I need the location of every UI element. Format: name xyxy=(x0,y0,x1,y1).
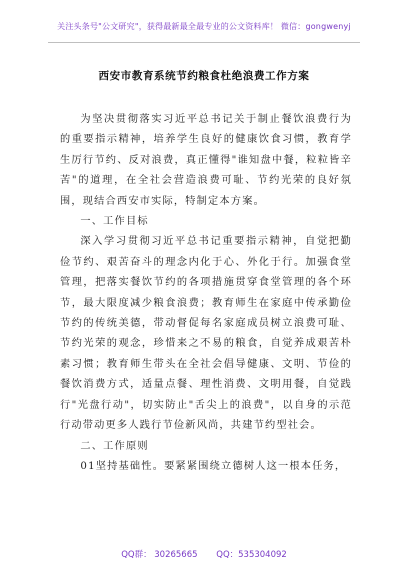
header-promo-text: 关注头条号"公文研究"，获得最新最全最专业的公文资料库！ 微信：gongwenyj xyxy=(57,22,351,31)
document-title: 西安市教育系统节约粮食杜绝浪费工作方案 xyxy=(98,70,310,82)
footer-qq-group: QQ群： 30265665 xyxy=(121,550,198,560)
paragraph-principle-1: 01坚持基础性。要紧紧围绕立德树人这一根本任务， xyxy=(80,460,347,472)
section-heading-goals: 一、工作目标 xyxy=(80,216,149,228)
document-body xyxy=(60,110,352,477)
footer-contact xyxy=(0,548,408,560)
footer-qq-number: QQ：535304092 xyxy=(216,550,287,560)
paragraph-goals: 深入学习贯彻习近平总书记重要指示精神，自觉把勤俭节约、艰苦奋斗的理念内化于心、外化于行。加强食堂管理，把落实餐饮节约的各项措施贯穿食堂管理的各个环节，最大限度减少粮食浪费；教育师生在家庭中传承勤俭节约的传统美德，带动督促每名家庭成员树立浪费可耻、节约光荣的观念，珍惜来之不易的粮食，自觉养成艰苦朴素习惯；教育师生带头在全社会倡导健康、文明、节俭的餐饮消费方式，适量点餐、理性消费、文明用餐，自觉践行"光盘行动"，切实防止"舌尖上的浪费"，以自身的示范行动带动更多人践行节俭新风尚，共建节约型社会。 xyxy=(60,236,352,432)
paragraph-intro: 为坚决贯彻落实习近平总书记关于制止餐饮浪费行为的重要指示精神，培养学生良好的健康饮食习惯，教育学生厉行节约、反对浪费，真正懂得"谁知盘中餐，粒粒皆辛苦"的道理，在全社会营造浪费可耻、节约光荣的良好氛围，现结合西安市实际，特制定本方案。 xyxy=(60,114,352,207)
section-heading-principles: 二、工作原则 xyxy=(80,440,149,452)
header-divider xyxy=(48,42,360,43)
